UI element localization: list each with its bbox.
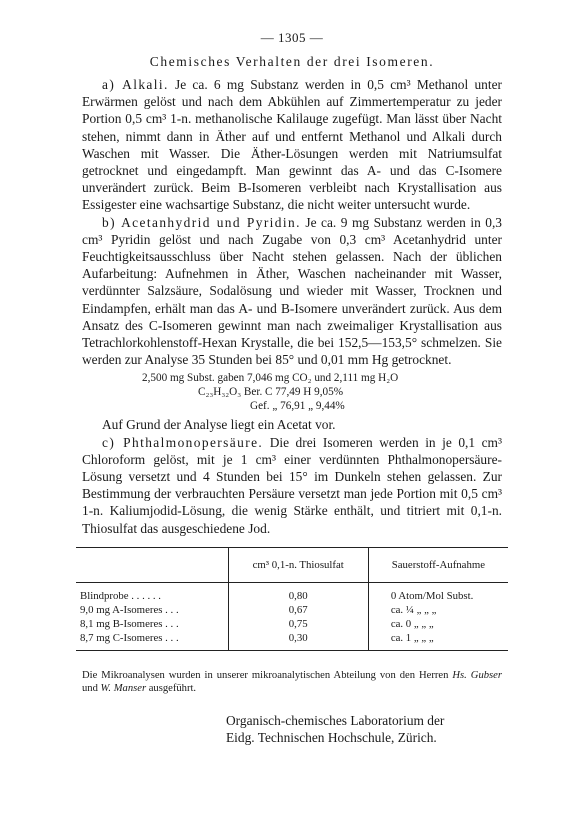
- affiliation-line-1: Organisch-chemisches Laboratorium der: [226, 712, 445, 728]
- paragraph-b-text: Je ca. 9 mg Substanz werden in 0,3 cm³ Pyridin gelöst und nach Zugabe von 0,3 cm³ Acetanhydrid unter Feuchtigkeitsausschluss über Nacht stehen gelassen. Nach der üblichen Aufarbeitung: Aufnehmen in Äther, Waschen nacheinander mit Wasser, verdünnter Salzsäure, Sodalösung und wieder mit Wasser, Trocknen und Eindampfen, erhält man das A- und B-Isomere unverändert zurück. Aus dem Ansatz des C-Isomeren gewinnt man nach zweimaliger Krystallisation aus Tetrachlorkohlenstoff-Hexan Krystalle, die bei 152,5—153,5° schmelzen. Sie werden zur Analyse 35 Stunden bei 85° und 0,01 mm Hg getrocknet.: [82, 214, 503, 368]
- footnote-before: Die Mikroanalysen wurden in unserer mikroanalytischen Abteilung von den Herren: [82, 669, 453, 681]
- table-header-sample: [76, 547, 228, 582]
- affiliation-line-2: Eidg. Technischen Hochschule, Zürich.: [226, 729, 437, 745]
- footnote-name-2: W. Manser: [100, 683, 147, 695]
- footnote-name-1: Hs. Gubser: [452, 669, 502, 681]
- table-cell: Blindprobe . . . . . .: [80, 589, 161, 602]
- table-cell: 8,7 mg C-Isomeres . . .: [76, 631, 228, 651]
- paragraph-a: [82, 76, 502, 214]
- table-header-oxygen: Sauerstoff-Aufnahme: [368, 547, 508, 582]
- footnote-after: ausgeführt.: [146, 683, 197, 695]
- table-row: [76, 631, 508, 651]
- section-heading: Chemisches Verhalten der drei Isomeren.: [149, 54, 435, 69]
- paragraph-b: [82, 214, 502, 369]
- footnote: [82, 669, 502, 696]
- paragraph-c-text: Die drei Isomeren werden in je 0,1 cm³ Chloroform gelöst, mit je 1 cm³ einer verdünnten Phthalmonopersäure-Lösung versetzt und 4 Stunden bei 15° im Dunkeln stehen gelassen. Zur Bestimmung der verbrauchten Persäure versetzt man jede Portion mit 0,5 cm³ 1-n. Kaliumjodid-Lösung, die wenig Stärke enthält, und titriert mit 0,1-n. Thiosulfat das ausgeschiedene Jod.: [82, 434, 502, 536]
- paragraph-b-label: b) Acetanhydrid und Pyridin.: [102, 214, 301, 230]
- paragraph-c-label: c) Phthalmonopersäure.: [102, 434, 264, 450]
- table-cell: 0,67: [228, 603, 368, 617]
- paragraph-a-text: Je ca. 6 mg Substanz werden in 0,5 cm³ Methanol unter Erwärmen gelöst und nach dem Abkühlen auf Zimmertemperatur zu jeder Portion 0,5 cm³ 1-n. methanolische Kalilauge zugefügt. Man lässt über Nacht stehen, nimmt dann in Äther auf und entfernt Methanol und Alkali durch Waschen mit Wasser. Die Äther-Lösungen werden mit Natriumsulfat getrocknet und eingedampft. Man gewinnt das A- und das C-Isomere unverändert zurück. Beim B-Isomeren verbleibt nach Krystallisation aus Essigester eine wachsartige Substanz, die nicht weiter untersucht wurde.: [82, 77, 502, 213]
- paper-page: [82, 30, 502, 746]
- paragraph-a-label: a) Alkali.: [102, 77, 169, 92]
- table-row: [76, 617, 508, 631]
- table-cell: ca. ¼ „ „ „: [368, 603, 508, 617]
- analysis-conclusion: Auf Grund der Analyse liegt ein Acetat vor.: [102, 417, 336, 433]
- analysis-line-3: Gef. „ 76,91 „ 9,44%: [250, 400, 345, 413]
- table-cell: 8,1 mg B-Isomeres . . .: [80, 617, 179, 630]
- table-cell: 0,30: [228, 631, 368, 651]
- results-table: [76, 547, 508, 651]
- table-cell: 9,0 mg A-Isomeres . . .: [80, 603, 179, 616]
- footnote-middle: und: [82, 683, 101, 695]
- paragraph-c: [82, 434, 502, 537]
- analysis-line-1: 2,500 mg Subst. gaben 7,046 mg CO₂ und 2,111 mg H₂O: [142, 372, 399, 385]
- table-cell: 0 Atom/Mol Subst.: [368, 582, 508, 603]
- table-cell: 0,75: [228, 617, 368, 631]
- table-row: [76, 582, 508, 603]
- table-row: [76, 603, 508, 617]
- table-cell: ca. 1 „ „ „: [368, 631, 508, 651]
- affiliation: [226, 712, 502, 746]
- page-number: — 1305 —: [260, 30, 324, 45]
- table-cell: ca. 0 „ „ „: [368, 617, 508, 631]
- table-cell: 0,80: [228, 582, 368, 603]
- elemental-analysis: [82, 371, 502, 413]
- analysis-line-2: C₂₃H₃₂O₃ Ber. C 77,49 H 9,05%: [198, 386, 344, 399]
- table-header-row: [76, 547, 508, 582]
- table-header-thiosulfat: cm³ 0,1-n. Thiosulfat: [228, 547, 368, 582]
